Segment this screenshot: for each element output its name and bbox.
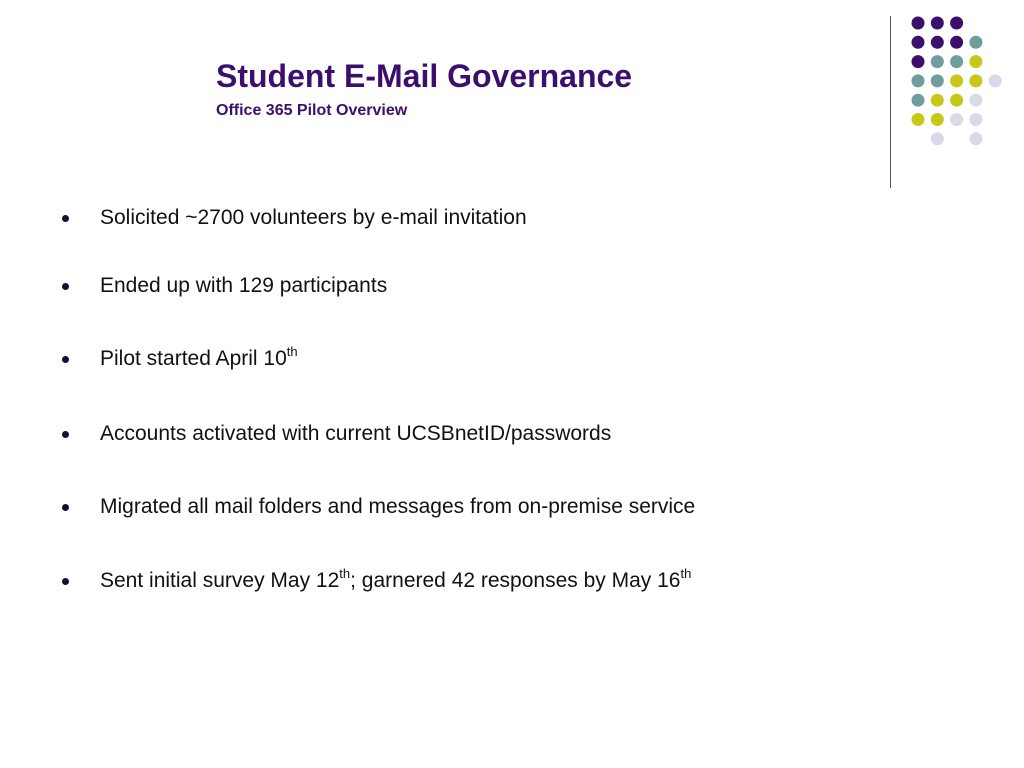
decoration-dot [912, 94, 925, 107]
bullet-dot-icon [62, 283, 69, 290]
decoration-dot [950, 74, 963, 87]
dot-grid-icon [900, 8, 1010, 168]
decoration-dot [950, 17, 963, 30]
decoration-dot [931, 113, 944, 126]
decoration-dot [969, 113, 982, 126]
bullet-dot-icon [62, 578, 69, 585]
bullet-text: Sent initial survey May 12th; garnered 42 responses by May 16th [100, 566, 692, 592]
decoration-dot [989, 74, 1002, 87]
bullet-dot-icon [62, 504, 69, 511]
title-divider [890, 16, 891, 188]
decoration-dot [931, 36, 944, 49]
decoration-dot [969, 74, 982, 87]
ordinal-suffix: th [339, 566, 351, 581]
bullet-dot-icon [62, 356, 69, 363]
decoration-dot [950, 55, 963, 68]
decoration-dot [969, 132, 982, 145]
slide-subtitle: Office 365 Pilot Overview [216, 102, 408, 119]
decoration-dot [912, 74, 925, 87]
decoration-dot [912, 17, 925, 30]
decoration-dot [931, 55, 944, 68]
decoration-dot [969, 55, 982, 68]
ordinal-suffix: th [680, 566, 692, 581]
bullet-text: Accounts activated with current UCSBnetID/passwords [100, 422, 612, 445]
decoration-dot [931, 132, 944, 145]
bullet-text: Migrated all mail folders and messages from on-premise service [100, 495, 696, 518]
bullet-dot-icon [62, 431, 69, 438]
bullet-text: Pilot started April 10th [100, 344, 298, 370]
ordinal-suffix: th [286, 344, 298, 359]
decoration-dot [931, 94, 944, 107]
decoration-dot [931, 17, 944, 30]
decoration-dot [931, 74, 944, 87]
decoration-dot [912, 36, 925, 49]
decoration-dot [950, 94, 963, 107]
decoration-dot [969, 94, 982, 107]
decoration-dot [969, 36, 982, 49]
slide-title: Student E-Mail Governance [216, 58, 633, 94]
decoration-dot [912, 113, 925, 126]
bullet-dot-icon [62, 215, 69, 222]
decoration-dot [950, 113, 963, 126]
bullet-text: Ended up with 129 participants [100, 274, 388, 297]
decoration-dot [950, 36, 963, 49]
bullet-text: Solicited ~2700 volunteers by e-mail invitation [100, 206, 527, 229]
decoration-dot [912, 55, 925, 68]
